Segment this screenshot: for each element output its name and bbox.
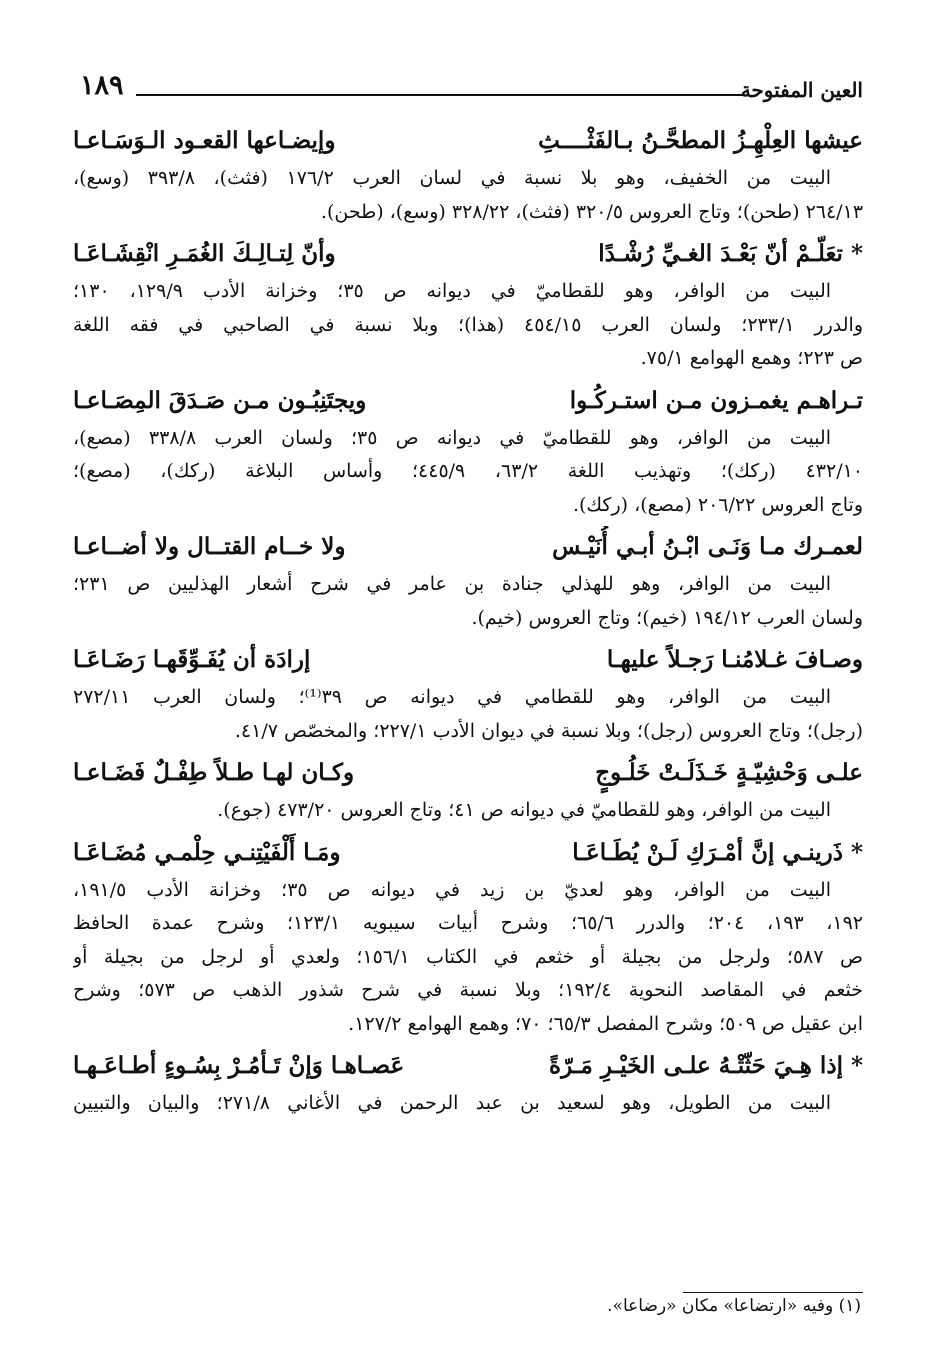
verse-commentary [73, 568, 863, 635]
verse-second-hemistich: وأنّ لِتـالِـكَ الغُمَـرِ انْقِشَـاعَـا [73, 240, 336, 267]
commentary-line: البيت من الوافر، وهو للقطامي في ديوانه ص ٣٩⁽¹⁾؛ ولسان العرب ٢٧٢/١١ [73, 686, 831, 708]
commentary-line: ٢٦٤/١٣ (طحن)؛ وتاج العروس ٣٢٠/٥ (فثث)، ٣٢٨/٢٢ (وسع)، (طحن). [320, 200, 863, 223]
verse-second-hemistich: وكـان لهـا طـلاً طِفْـلٌ فَضَـاعـا [73, 759, 355, 786]
verse-second-hemistich: ولا خــام القتــال ولا أضــاعـا [73, 533, 346, 560]
commentary-line: ص ٢٢٣؛ وهمع الهوامع ٧٥/١. [640, 347, 863, 369]
verse-entry [73, 832, 863, 1042]
verse-commentary [73, 874, 863, 1042]
verse-commentary [73, 422, 863, 523]
header-rule [136, 94, 745, 96]
commentary-line: البيت من الوافر، وهو للهذلي جنادة بن عامر في شرح أشعار الهذليين ص ٢٣١؛ [73, 573, 831, 595]
verse-entry [73, 639, 863, 748]
commentary-line: ٤٣٢/١٠ (ركك)؛ وتهذيب اللغة ٦٣/٢، ٤٤٥/٩؛ وأساس البلاغة (ركك)، (مصع)؛ [73, 460, 863, 482]
verse-first-hemistich: تـراهـم يغمـزون مـن استـركُـوا [569, 386, 863, 414]
commentary-line: البيت من الطويل، وهو لسعيد بن عبد الرحمن في الأغاني ٢٧١/٨؛ والبيان والتبيين [73, 1092, 831, 1114]
verse-entry [73, 1045, 863, 1121]
verse-first-hemistich: وصـافَ غـلامُنـا رَجـلاً عليهـا [606, 646, 863, 673]
commentary-line: ص ٥٨٧؛ ولرجل من بجيلة أو خثعم في الكتاب ١٥٦/١؛ ولعدي أو لرجل من بجيلة أو [73, 945, 863, 968]
verse-first-hemistich: لعمـرك مـا وَنَـى ابْـنُ أبـي أُنَيْـس [552, 533, 863, 560]
verse-first-hemistich: * تعَلّـمْ أنّ بَعْـدَ الغـيِّ رُشْـدًا [598, 240, 863, 267]
verse-line [73, 120, 863, 162]
verse-entry [73, 752, 863, 828]
verse-second-hemistich: إرادَة أن يُفَـوِّقَهـا رَضَـاعَـا [73, 646, 311, 673]
verse-line [73, 1045, 863, 1087]
running-title: العين المفتوحة [740, 78, 863, 102]
page-content [73, 120, 863, 1125]
commentary-line: البيت من الوافر، وهو للقطاميّ في ديوانه ص ٣٥؛ وخزانة الأدب ١٢٩/٩، ١٣٠؛ [73, 280, 831, 302]
commentary-line: ولسان العرب ١٩٤/١٢ (خيم)؛ وتاج العروس (خيم). [471, 606, 863, 629]
verse-line [73, 233, 863, 275]
verse-line [73, 380, 863, 422]
verse-commentary [73, 681, 863, 748]
verse-first-hemistich: علـى وَحْشِيّـةٍ خَـذَلَـتْ خَلُـوجٍ [595, 759, 863, 786]
verse-commentary [73, 1087, 863, 1121]
verse-commentary [73, 162, 863, 229]
verse-commentary [73, 794, 863, 828]
verse-first-hemistich: * إذا هِـيَ حَثّتْـهُ علـى الخَيْـرِ مَـرّةً [549, 1052, 863, 1079]
commentary-line: خثعم في المقاصد النحوية ١٩٢/٤؛ وبلا نسبة في شرح شذور الذهب ص ٥٧٣؛ وشرح [73, 979, 863, 1001]
commentary-line: والدرر ٢٣٣/١؛ ولسان العرب ٤٥٤/١٥ (هذا)؛ وبلا نسبة في الصاحبي في فقه اللغة [73, 313, 863, 336]
verse-first-hemistich: عيشها العِلْهِـزُ المطحَّـنُ بـالفَثْــــثِ [538, 127, 863, 154]
commentary-line: وتاج العروس ٢٠٦/٢٢ (مصع)، (ركك). [572, 493, 863, 516]
commentary-line: البيت من الخفيف، وهو بلا نسبة في لسان العرب ١٧٦/٢ (فثث)، ٣٩٣/٨ (وسع)، [73, 167, 831, 189]
verse-entry [73, 120, 863, 229]
verse-first-hemistich: * ذَرينـي إنَّ أمْـرَكِ لَـنْ يُطَـاعَـا [572, 838, 863, 866]
commentary-line: (رجل)؛ وتاج العروس (رجل)؛ وبلا نسبة في ديوان الأدب ٢٢٧/١؛ والمخصّص ٤١/٧. [234, 719, 863, 742]
verse-line [73, 526, 863, 568]
commentary-line: البيت من الوافر، وهو لعديّ بن زيد في ديوانه ص ٣٥؛ وخزانة الأدب ١٩١/٥، [73, 878, 831, 901]
verse-second-hemistich: ويجتَنِبُـون مـن صَـدَقَ المِصَـاعـا [73, 386, 367, 414]
page-number: ١٨٩ [80, 70, 124, 101]
verse-second-hemistich: وإيضـاعها القعـود الـوَسَـاعـا [73, 127, 336, 154]
verse-second-hemistich: ومَـا أَلْفَيْتِنـي حِلْمـي مُضَـاعَـا [73, 838, 341, 866]
verse-entry [73, 233, 863, 376]
commentary-line: ١٩٢، ١٩٣، ٢٠٤؛ والدرر ٦٥/٦؛ وشرح أبيات سيبويه ١٢٣/١؛ وشرح عمدة الحافظ [73, 912, 863, 934]
page-header [80, 70, 863, 110]
verse-entry [73, 380, 863, 523]
verse-entry [73, 526, 863, 635]
verse-second-hemistich: عَصـاهـا وَإنْ تَـأمُـرْ بِسُـوءٍ أطـاعَـهـا [73, 1052, 405, 1079]
footnote: (١) وفيه «ارتضاعا» مكان «رضاعا». [607, 1296, 861, 1316]
verse-line [73, 752, 863, 794]
commentary-line: ابن عقيل ص ٥٠٩؛ وشرح المفصل ٦٥/٣؛ ٧٠؛ وهمع الهوامع ١٢٧/٢. [348, 1012, 863, 1035]
commentary-line: البيت من الوافر، وهو للقطاميّ في ديوانه ص ٤١؛ وتاج العروس ٤٧٣/٢٠ (جوع). [217, 799, 831, 821]
verse-line [73, 639, 863, 681]
footnote-rule [683, 1292, 863, 1293]
verse-commentary [73, 275, 863, 376]
commentary-line: البيت من الوافر، وهو للقطاميّ في ديوانه ص ٣٥؛ ولسان العرب ٣٣٨/٨ (مصع)، [73, 426, 831, 449]
verse-line [73, 832, 863, 874]
